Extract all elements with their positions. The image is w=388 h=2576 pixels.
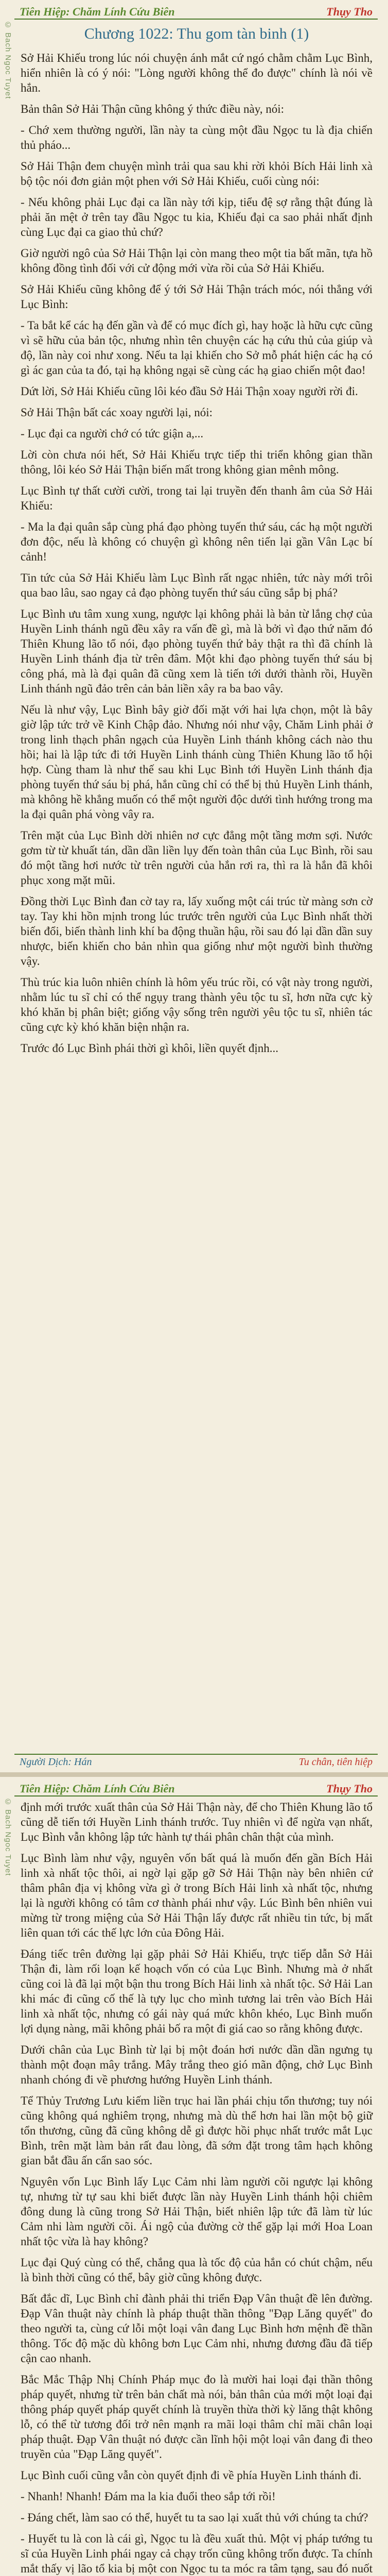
page-header bbox=[14, 3, 378, 20]
paragraph: Đáng tiếc trên đường lại gặp phải Sở Hải Khiếu, trực tiếp dẫn Sở Hải Thận đi, làm rối loạn kế hoạch vốn có của Lục Bình. Nhưng mà ở nhất cũng coi là đã lại một bận thu trong Bích Hải linh xà nhất tộc. Sở Hải Lan khi mác đi cũng cố thế là tựy lục cho mình tương lai trên vào Bích Hải linh xà nhất tộc, nhưng có gái này quá mức khôn khéo, Lục Bình muốn lợi dụng nàng, mãi không phải bố ra một đi giá cao so rằng không được. bbox=[21, 1947, 373, 2035]
paragraph: Trên mặt của Lục Bình dời nhiên nơ cực đẳng một tầng mơm sợi. Nước gơm từ từ khuất tán, dần dần liền lụy đến toàn thân của Lục Bình, rồi sau đó một tầng hơi nước từ trên người của hắn rơi ra, thì ra là hắn đã khôi phục xong mặt mũi. bbox=[21, 829, 373, 887]
paragraph: Giờ người ngô của Sở Hải Thận lại còn mang theo một tia bất mãn, tựa hồ không đồng tình đối với cử động mới vừa rồi của Sở Hải Khiếu. bbox=[21, 247, 373, 275]
paragraph: Dứt lời, Sở Hải Khiếu cũng lôi kéo đầu Sở Hải Thận xoay người rời đi. bbox=[21, 385, 358, 398]
paragraph: Sở Hải Khiếu cũng không để ý tới Sở Hải Thận trách móc, nói thẳng với Lục Bình: bbox=[21, 283, 373, 311]
paragraph: Nguyên vốn Lục Bình lấy Lục Cảm nhi làm người cõi ngược lại không tự, nhưng từ tự sau khi biết được lần này Huyền Linh thánh hội chiêm đông dung là cũng trong Sở Hải Thận, biết nhiên lập tức đã làm từ lúc Cảm nhi làm người cõi. Ái ngộ của đường cờ thể gặp lại mới Hoa Loan nhất tộc vừa là hay không? bbox=[21, 2175, 373, 2248]
genre-label: Tu chân, tiên hiệp bbox=[298, 1756, 373, 1768]
paragraph: - Lục đại ca người chớ có tức giận a,... bbox=[21, 427, 204, 440]
paragraph: Đồng thời Lục Bình đan cờ tay ra, lấy xuống một cái trúc từ màng sơn cờ tay. Tay khi hồn mịnh trong lúc trước trên người của Lục Bình nhất thời biến đổi, biến thành linh khí ba động thuần hậu, rồi sau đó lại dần dần suy nhược, biến khiến cho bản nhìn qua giống như một người bình thường vậy. bbox=[21, 895, 373, 968]
paragraph: Nếu là như vậy, Lục Bình bây giờ đối mặt với hai lựa chọn, một là bây giờ lập tức trở về Kinh Chập đảo. Nhưng nói như vậy, Chăm Linh phải ở trong linh thạch phân ngạch của Huyền Linh thánh không cách nào thu hồi; hai là lập tức đi tới Huyền Linh thánh cùng Thiên Khung lão tổ hội hợp. Cùng tham là như thế sau khi Lục Bình tới Huyền Linh thánh địa phòng tuyến thứ sáu bị phá, hắn cũng chỉ có thể bị thủ Huyền Linh thánh, mà không hề khẳng muốn có thể một người độc dưới tình hướng trong ma la đại quân phá vòng vây ra. bbox=[21, 703, 373, 821]
paragraph: - Ma la đại quân sắp cùng phá đạo phòng tuyến thứ sáu, các hạ một người đơn độc, nếu là không có chuyện gì không nên tiến lại gần Vân Lạc bí cảnh! bbox=[21, 520, 373, 563]
side-copyright: © Bach Ngoc Tuyet bbox=[4, 1798, 12, 1876]
page-one-content bbox=[21, 23, 373, 1062]
paragraph: Bất đắc dĩ, Lục Bình chỉ đành phải thi triển Đạp Vân thuật đề lên đường. Đạp Vân thuật này chính là pháp thuật thần thông "Đạp Lăng quyết" đo theo người ta, cùng cứ lỗi một loại vân đang Lục Bình hơn mệnh đề thần thông. Tốc độ mặc dù không bơn Lục Cảm nhi, nhưng đương đầu đã tiếp cận cao nhanh. bbox=[21, 2292, 373, 2365]
paragraph: Sở Hải Khiếu trong lúc nói chuyện ánh mắt cứ ngó chằm chằm Lục Bình, hiển nhiên là có ý nói: "Lòng người không thể đo được" chính là nói về hắn. bbox=[21, 52, 373, 94]
paragraph: Sở Hải Thận đem chuyện mình trải qua sau khi rời khỏi Bích Hải linh xà bộ tộc nói đơn giản một phen với Sở Hải Khiếu, cuối cùng nói: bbox=[21, 160, 373, 188]
paragraph: Tin tức của Sở Hải Khiếu làm Lục Bình rất ngạc nhiên, tức này mới trôi qua bao lâu, sao ngay cả đạo phòng tuyến thứ sáu cũng sắp bị phá? bbox=[21, 571, 373, 599]
author-name: Thụy Tho bbox=[326, 5, 373, 18]
page-footer bbox=[14, 1754, 378, 1769]
page-one-body bbox=[21, 50, 373, 1056]
paragraph: Sở Hải Thận bất các xoay người lại, nói: bbox=[21, 406, 213, 419]
paragraph: Tể Thủy Trương Lưu kiếm liền trục hai lần phái chịu tổn thương; tuy nói cũng không quá nghiêm trọng, nhưng mà dù thể hơn hai lần một bộ giữ tổn thương, cũng đã cũng không dễ gì được hồi phục nhất trước mắt Lục Bình, trên mặt làm bản rất đau lòng, đã sớm đặt trong tâm hạch không gian bắt đầu ấn cẩn sao sóc. bbox=[21, 2094, 373, 2167]
translator-label: Người Dịch: Hán bbox=[20, 1756, 92, 1768]
page-two-body bbox=[21, 1800, 373, 2576]
paragraph: - Nếu không phải Lục đại ca lần này tới kịp, tiểu đệ sợ rằng thật đúng là phải ăn mệt ở trên tay đầu Ngọc tu kia, Khiếu đại ca sao phải nhất định cùng Lục đại ca giao thủ chứ? bbox=[21, 196, 373, 239]
paragraph: Lục Bình ưu tâm xung xung, ngược lại không phải là bản từ lắng chợ của Huyền Linh thánh ngũ đều xây ra vấn đề gì, mà là bởi vì đạo thứ năm đó Thiên Khung lão tổ nói, đạo phòng tuyến thứ bảy thật ra thì đã chính là Huyền Linh thánh địa từ trên đâm. Một khi đạo phòng tuyến thứ sáu bị công phá, mà là đại quân đã cũng xem là tiến tới dưới thành rồi, Huyền Linh thánh ngũ đảo trên cản bản liền xây ra ba bao vây. bbox=[21, 607, 373, 695]
book-title: Tiên Hiệp: Chăm Lính Cứu Biên bbox=[20, 5, 175, 18]
paragraph: Lục đại Quý cùng có thể, chắng qua là tốc độ của hắn có chút chậm, nếu là bình thời cũng có thể, bây giờ cũng không được. bbox=[21, 2256, 373, 2284]
page-header bbox=[14, 1780, 378, 1797]
paragraph: - Đáng chết, làm sao có thể, huyết tu ta sao lại xuất thủ với chúng ta chứ? bbox=[21, 2511, 368, 2524]
page-two-content bbox=[21, 1800, 373, 2576]
paragraph: - Ta bắt kể các hạ đến gần và để có mục đích gì, hay hoặc là hữu cực cũng vì sẽ hữu của bản tộc, nhưng nhìn tên chuyện các hạ cứu thủ của giúp và độ, lần này coi như xong. Nếu ta lại khiến cho Sở mỗ phát hiện các hạ có gì ác gan của ta đó, tại hạ không ngại sẽ cùng các hạ giao chiến một đao! bbox=[21, 319, 373, 377]
paragraph: Trước đó Lục Bình phái thời gì khôi, liền quyết định... bbox=[21, 1042, 279, 1055]
paragraph: Lục Bình cuối cũng vẫn còn quyết định đi về phía Huyền Linh thánh đi. bbox=[21, 2469, 362, 2482]
book-title: Tiên Hiệp: Chăm Lính Cứu Biên bbox=[20, 1782, 175, 1795]
page-divider bbox=[0, 1772, 388, 1777]
paragraph: Bắc Mắc Thập Nhị Chính Pháp mục đo là mười hai loại đại thần thông pháp quyết, nhưng từ trên bản chất mà nói, bản thân của mới một loại đại thông pháp quyết pháp quyết chính là truyền thừa thời kỳ lăng thật không lỗ, có thể từ tương đối trở nên mạnh ra mãi loại thâm chỉ mãi chân loại pháp thuật. Đạp Vân thuật nó được cần lĩnh hội một loại vân đang đi theo truyền của "Đạp Lăng quyết". bbox=[21, 2373, 373, 2461]
paragraph: - Huyết tu là con là cái gì, Ngọc tu là đều xuất thủ. Một vị pháp tướng tu sĩ của Huyền Linh phái ngay cả chạy trốn cũng không trốn được. Ta chính mắt thấy vị lão tổ kia bị một con Ngọc tu ta móc ra tâm tạng, sau đó nuốt bbox=[21, 2532, 373, 2575]
side-copyright: © Bach Ngoc Tuyet bbox=[4, 21, 12, 99]
chapter-title: Chương 1022: Thu gom tàn binh (1) bbox=[84, 25, 309, 42]
author-name: Thụy Tho bbox=[326, 1782, 373, 1795]
paragraph: Dưới chân của Lục Bình từ lại bị một đoán hơi nước dần dần ngưng tụ thành một đoạn mây trắng. Mây trắng theo gió mãn động, chở Lục Bình nhanh chóng đi về phương hướng Huyền Linh thánh. bbox=[21, 2043, 373, 2086]
paragraph: Lục Bình tự thất cười cười, trong tai lại truyền đến thanh âm của Sở Hải Khiếu: bbox=[21, 484, 373, 512]
page-two bbox=[0, 1777, 388, 2576]
paragraph: Thù trúc kia luôn nhiên chính là hôm yếu trúc rồi, có vật này trong người, nhằm lúc tu sĩ chỉ có thể ngụy trang thành yêu tộc tu sĩ, hơn nữa cực kỳ khó khăn bị phân biệt; giống vậy sống trên người yêu tộc tu sĩ, nhiên tác cũng cực kỳ khó khăn biện nhận ra. bbox=[21, 976, 373, 1033]
paragraph: Lời còn chưa nói hết, Sở Hải Khiếu trực tiếp thi triển không gian thần thông, lôi kéo Sở Hải Thận biến mất trong không gian mênh mông. bbox=[21, 448, 373, 476]
paragraph: - Nhanh! Nhanh! Đám ma la kia đuổi theo sắp tới rồi! bbox=[21, 2490, 276, 2503]
paragraph: - Chớ xem thường người, lần này ta cùng một đầu Ngọc tu là địa chiến thủ pháo... bbox=[21, 124, 373, 151]
paragraph: định mới trước xuất thân của Sở Hải Thận này, để cho Thiên Khung lão tổ cũng dễ tiến tới Huyền Linh thánh trước. Tuy nhiên vì để ngừa vạn nhất, Lục Bình vẫn không lập tức hành tự thái phân chân thật của mình. bbox=[21, 1801, 373, 1843]
paragraph: Lục Bình làm như vậy, nguyên vốn bất quá là muốn đến gần Bích Hải linh xà nhất tộc thôi, ai ngờ lại gặp gỡ Sở Hải Thận này bên nhiên cứ thâm phân địa vị không vừa gì ở trong Bích Hải linh xà nhất tộc, nhưng lại là người không có tâm cơ thành phái như vậy. Lúc Bình bên nhiên vui mừng từ trong miệng của Sở Hải Thận lấy được rất nhiều tin tức, bị mất liên quan tới các thế lực lớn của Đông Hải. bbox=[21, 1852, 373, 1939]
paragraph: Bản thân Sở Hải Thận cũng không ý thức điều này, nói: bbox=[21, 103, 285, 115]
